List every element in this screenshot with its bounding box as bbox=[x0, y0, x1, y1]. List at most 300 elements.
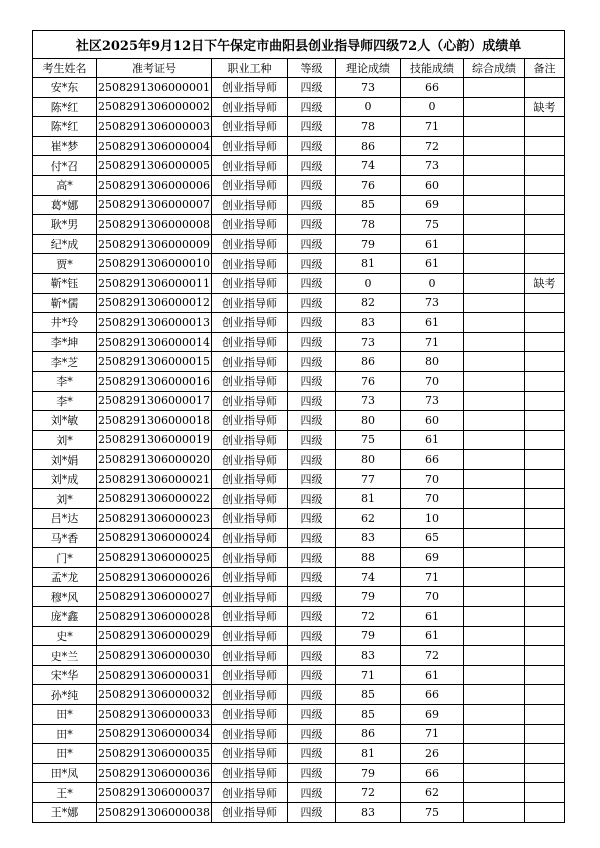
skill-score-cell: 66 bbox=[401, 450, 464, 470]
skill-score-cell: 61 bbox=[401, 430, 464, 450]
total-score-cell bbox=[464, 352, 525, 372]
skill-score-cell: 71 bbox=[401, 332, 464, 352]
job-type-cell: 创业指导师 bbox=[212, 646, 288, 666]
theory-score-cell: 80 bbox=[336, 450, 401, 470]
total-score-cell bbox=[464, 685, 525, 705]
job-type-cell: 创业指导师 bbox=[212, 156, 288, 176]
table-row bbox=[33, 234, 565, 254]
job-type-cell: 创业指导师 bbox=[212, 665, 288, 685]
exam-id-cell: 2508291306000005 bbox=[97, 156, 212, 176]
table-row bbox=[33, 607, 565, 627]
note-cell bbox=[525, 195, 565, 215]
exam-id-cell: 2508291306000032 bbox=[97, 685, 212, 705]
level-cell: 四级 bbox=[288, 175, 336, 195]
exam-id-cell: 2508291306000017 bbox=[97, 391, 212, 411]
student-name-cell: 李*芝 bbox=[33, 352, 97, 372]
skill-score-cell: 60 bbox=[401, 175, 464, 195]
skill-score-cell: 61 bbox=[401, 626, 464, 646]
exam-id-cell: 2508291306000001 bbox=[97, 78, 212, 98]
total-score-cell bbox=[464, 430, 525, 450]
note-cell bbox=[525, 685, 565, 705]
theory-score-cell: 78 bbox=[336, 117, 401, 137]
theory-score-cell: 77 bbox=[336, 469, 401, 489]
note-cell bbox=[525, 411, 565, 431]
note-cell bbox=[525, 509, 565, 529]
table-row bbox=[33, 724, 565, 744]
exam-id-cell: 2508291306000023 bbox=[97, 509, 212, 529]
job-type-cell: 创业指导师 bbox=[212, 136, 288, 156]
job-type-cell: 创业指导师 bbox=[212, 607, 288, 627]
note-cell bbox=[525, 607, 565, 627]
table-row bbox=[33, 626, 565, 646]
skill-score-cell: 26 bbox=[401, 744, 464, 764]
note-cell bbox=[525, 802, 565, 822]
table-row bbox=[33, 489, 565, 509]
level-cell: 四级 bbox=[288, 332, 336, 352]
job-type-cell: 创业指导师 bbox=[212, 802, 288, 822]
column-header-name: 考生姓名 bbox=[33, 59, 97, 78]
table-row bbox=[33, 685, 565, 705]
skill-score-cell: 75 bbox=[401, 215, 464, 235]
student-name-cell: 高* bbox=[33, 175, 97, 195]
level-cell: 四级 bbox=[288, 293, 336, 313]
total-score-cell bbox=[464, 744, 525, 764]
theory-score-cell: 83 bbox=[336, 528, 401, 548]
total-score-cell bbox=[464, 273, 525, 293]
theory-score-cell: 88 bbox=[336, 548, 401, 568]
skill-score-cell: 10 bbox=[401, 509, 464, 529]
skill-score-cell: 73 bbox=[401, 293, 464, 313]
skill-score-cell: 61 bbox=[401, 313, 464, 333]
column-header-id: 准考证号 bbox=[97, 59, 212, 78]
skill-score-cell: 66 bbox=[401, 685, 464, 705]
job-type-cell: 创业指导师 bbox=[212, 489, 288, 509]
level-cell: 四级 bbox=[288, 489, 336, 509]
skill-score-cell: 71 bbox=[401, 117, 464, 137]
skill-score-cell: 72 bbox=[401, 646, 464, 666]
table-row bbox=[33, 430, 565, 450]
exam-id-cell: 2508291306000028 bbox=[97, 607, 212, 627]
theory-score-cell: 79 bbox=[336, 763, 401, 783]
total-score-cell bbox=[464, 215, 525, 235]
theory-score-cell: 73 bbox=[336, 78, 401, 98]
total-score-cell bbox=[464, 705, 525, 725]
job-type-cell: 创业指导师 bbox=[212, 744, 288, 764]
exam-id-cell: 2508291306000009 bbox=[97, 234, 212, 254]
level-cell: 四级 bbox=[288, 254, 336, 274]
total-score-cell bbox=[464, 117, 525, 137]
job-type-cell: 创业指导师 bbox=[212, 724, 288, 744]
total-score-cell bbox=[464, 528, 525, 548]
column-header-level: 等级 bbox=[288, 59, 336, 78]
table-row bbox=[33, 509, 565, 529]
job-type-cell: 创业指导师 bbox=[212, 626, 288, 646]
exam-id-cell: 2508291306000012 bbox=[97, 293, 212, 313]
student-name-cell: 靳*钰 bbox=[33, 273, 97, 293]
level-cell: 四级 bbox=[288, 352, 336, 372]
skill-score-cell: 0 bbox=[401, 273, 464, 293]
note-cell bbox=[525, 705, 565, 725]
theory-score-cell: 81 bbox=[336, 489, 401, 509]
student-name-cell: 吕*达 bbox=[33, 509, 97, 529]
student-name-cell: 孙*纯 bbox=[33, 685, 97, 705]
theory-score-cell: 76 bbox=[336, 175, 401, 195]
note-cell bbox=[525, 430, 565, 450]
exam-id-cell: 2508291306000035 bbox=[97, 744, 212, 764]
theory-score-cell: 73 bbox=[336, 332, 401, 352]
theory-score-cell: 72 bbox=[336, 783, 401, 803]
job-type-cell: 创业指导师 bbox=[212, 391, 288, 411]
level-cell: 四级 bbox=[288, 724, 336, 744]
job-type-cell: 创业指导师 bbox=[212, 332, 288, 352]
student-name-cell: 靳*儒 bbox=[33, 293, 97, 313]
job-type-cell: 创业指导师 bbox=[212, 450, 288, 470]
student-name-cell: 刘*敏 bbox=[33, 411, 97, 431]
exam-id-cell: 2508291306000002 bbox=[97, 97, 212, 117]
student-name-cell: 孟*龙 bbox=[33, 567, 97, 587]
column-header-note: 备注 bbox=[525, 59, 565, 78]
student-name-cell: 庞*鑫 bbox=[33, 607, 97, 627]
student-name-cell: 刘* bbox=[33, 489, 97, 509]
level-cell: 四级 bbox=[288, 607, 336, 627]
student-name-cell: 李* bbox=[33, 391, 97, 411]
theory-score-cell: 74 bbox=[336, 156, 401, 176]
column-header-total: 综合成绩 bbox=[464, 59, 525, 78]
student-name-cell: 崔*梦 bbox=[33, 136, 97, 156]
level-cell: 四级 bbox=[288, 744, 336, 764]
note-cell: 缺考 bbox=[525, 97, 565, 117]
note-cell bbox=[525, 567, 565, 587]
table-row bbox=[33, 273, 565, 293]
student-name-cell: 刘*成 bbox=[33, 469, 97, 489]
column-header-theory: 理论成绩 bbox=[336, 59, 401, 78]
job-type-cell: 创业指导师 bbox=[212, 528, 288, 548]
total-score-cell bbox=[464, 587, 525, 607]
table-row bbox=[33, 567, 565, 587]
note-cell bbox=[525, 254, 565, 274]
table-row bbox=[33, 156, 565, 176]
student-name-cell: 陈*红 bbox=[33, 117, 97, 137]
student-name-cell: 刘*娟 bbox=[33, 450, 97, 470]
total-score-cell bbox=[464, 783, 525, 803]
exam-id-cell: 2508291306000003 bbox=[97, 117, 212, 137]
total-score-cell bbox=[464, 509, 525, 529]
job-type-cell: 创业指导师 bbox=[212, 371, 288, 391]
job-type-cell: 创业指导师 bbox=[212, 117, 288, 137]
job-type-cell: 创业指导师 bbox=[212, 469, 288, 489]
student-name-cell: 王*娜 bbox=[33, 802, 97, 822]
note-cell bbox=[525, 136, 565, 156]
skill-score-cell: 61 bbox=[401, 254, 464, 274]
skill-score-cell: 80 bbox=[401, 352, 464, 372]
exam-id-cell: 2508291306000011 bbox=[97, 273, 212, 293]
table-row bbox=[33, 313, 565, 333]
theory-score-cell: 71 bbox=[336, 665, 401, 685]
table-row bbox=[33, 117, 565, 137]
theory-score-cell: 78 bbox=[336, 215, 401, 235]
exam-id-cell: 2508291306000031 bbox=[97, 665, 212, 685]
student-name-cell: 穆*风 bbox=[33, 587, 97, 607]
table-row bbox=[33, 254, 565, 274]
table-row bbox=[33, 548, 565, 568]
total-score-cell bbox=[464, 763, 525, 783]
theory-score-cell: 83 bbox=[336, 802, 401, 822]
total-score-cell bbox=[464, 724, 525, 744]
note-cell bbox=[525, 352, 565, 372]
student-name-cell: 井*玲 bbox=[33, 313, 97, 333]
table-row bbox=[33, 744, 565, 764]
job-type-cell: 创业指导师 bbox=[212, 254, 288, 274]
total-score-cell bbox=[464, 607, 525, 627]
note-cell bbox=[525, 332, 565, 352]
table-row bbox=[33, 587, 565, 607]
student-name-cell: 贾* bbox=[33, 254, 97, 274]
table-row bbox=[33, 97, 565, 117]
job-type-cell: 创业指导师 bbox=[212, 215, 288, 235]
student-name-cell: 陈*红 bbox=[33, 97, 97, 117]
level-cell: 四级 bbox=[288, 97, 336, 117]
exam-id-cell: 2508291306000026 bbox=[97, 567, 212, 587]
skill-score-cell: 73 bbox=[401, 156, 464, 176]
skill-score-cell: 60 bbox=[401, 411, 464, 431]
note-cell bbox=[525, 313, 565, 333]
table-row bbox=[33, 411, 565, 431]
exam-id-cell: 2508291306000015 bbox=[97, 352, 212, 372]
skill-score-cell: 71 bbox=[401, 567, 464, 587]
note-cell bbox=[525, 391, 565, 411]
total-score-cell bbox=[464, 665, 525, 685]
theory-score-cell: 83 bbox=[336, 313, 401, 333]
total-score-cell bbox=[464, 626, 525, 646]
skill-score-cell: 66 bbox=[401, 78, 464, 98]
note-cell bbox=[525, 215, 565, 235]
note-cell bbox=[525, 665, 565, 685]
total-score-cell bbox=[464, 234, 525, 254]
student-name-cell: 田*凤 bbox=[33, 763, 97, 783]
exam-id-cell: 2508291306000014 bbox=[97, 332, 212, 352]
student-name-cell: 葛*娜 bbox=[33, 195, 97, 215]
theory-score-cell: 85 bbox=[336, 705, 401, 725]
level-cell: 四级 bbox=[288, 802, 336, 822]
note-cell bbox=[525, 156, 565, 176]
table-row bbox=[33, 78, 565, 98]
exam-id-cell: 2508291306000024 bbox=[97, 528, 212, 548]
level-cell: 四级 bbox=[288, 685, 336, 705]
job-type-cell: 创业指导师 bbox=[212, 234, 288, 254]
level-cell: 四级 bbox=[288, 548, 336, 568]
level-cell: 四级 bbox=[288, 626, 336, 646]
exam-id-cell: 2508291306000038 bbox=[97, 802, 212, 822]
level-cell: 四级 bbox=[288, 273, 336, 293]
level-cell: 四级 bbox=[288, 117, 336, 137]
level-cell: 四级 bbox=[288, 528, 336, 548]
theory-score-cell: 72 bbox=[336, 607, 401, 627]
theory-score-cell: 86 bbox=[336, 352, 401, 372]
note-cell bbox=[525, 626, 565, 646]
table-row bbox=[33, 528, 565, 548]
job-type-cell: 创业指导师 bbox=[212, 313, 288, 333]
theory-score-cell: 85 bbox=[336, 685, 401, 705]
note-cell bbox=[525, 469, 565, 489]
skill-score-cell: 69 bbox=[401, 195, 464, 215]
total-score-cell bbox=[464, 548, 525, 568]
exam-id-cell: 2508291306000016 bbox=[97, 371, 212, 391]
exam-id-cell: 2508291306000021 bbox=[97, 469, 212, 489]
job-type-cell: 创业指导师 bbox=[212, 509, 288, 529]
level-cell: 四级 bbox=[288, 391, 336, 411]
column-header-job: 职业工种 bbox=[212, 59, 288, 78]
theory-score-cell: 86 bbox=[336, 136, 401, 156]
exam-id-cell: 2508291306000027 bbox=[97, 587, 212, 607]
level-cell: 四级 bbox=[288, 430, 336, 450]
table-row bbox=[33, 646, 565, 666]
level-cell: 四级 bbox=[288, 450, 336, 470]
skill-score-cell: 61 bbox=[401, 665, 464, 685]
note-cell bbox=[525, 646, 565, 666]
exam-id-cell: 2508291306000018 bbox=[97, 411, 212, 431]
note-cell bbox=[525, 117, 565, 137]
level-cell: 四级 bbox=[288, 78, 336, 98]
theory-score-cell: 80 bbox=[336, 411, 401, 431]
total-score-cell bbox=[464, 195, 525, 215]
note-cell bbox=[525, 528, 565, 548]
total-score-cell bbox=[464, 802, 525, 822]
table-row bbox=[33, 371, 565, 391]
exam-id-cell: 2508291306000006 bbox=[97, 175, 212, 195]
table-row bbox=[33, 136, 565, 156]
total-score-cell bbox=[464, 156, 525, 176]
job-type-cell: 创业指导师 bbox=[212, 293, 288, 313]
skill-score-cell: 73 bbox=[401, 391, 464, 411]
student-name-cell: 付*召 bbox=[33, 156, 97, 176]
theory-score-cell: 79 bbox=[336, 234, 401, 254]
table-row bbox=[33, 783, 565, 803]
table-row bbox=[33, 195, 565, 215]
skill-score-cell: 72 bbox=[401, 136, 464, 156]
job-type-cell: 创业指导师 bbox=[212, 175, 288, 195]
exam-id-cell: 2508291306000033 bbox=[97, 705, 212, 725]
level-cell: 四级 bbox=[288, 411, 336, 431]
skill-score-cell: 62 bbox=[401, 783, 464, 803]
total-score-cell bbox=[464, 97, 525, 117]
level-cell: 四级 bbox=[288, 371, 336, 391]
level-cell: 四级 bbox=[288, 567, 336, 587]
note-cell bbox=[525, 587, 565, 607]
theory-score-cell: 73 bbox=[336, 391, 401, 411]
job-type-cell: 创业指导师 bbox=[212, 587, 288, 607]
total-score-cell bbox=[464, 136, 525, 156]
level-cell: 四级 bbox=[288, 136, 336, 156]
level-cell: 四级 bbox=[288, 469, 336, 489]
job-type-cell: 创业指导师 bbox=[212, 763, 288, 783]
student-name-cell: 耿*男 bbox=[33, 215, 97, 235]
student-name-cell: 史* bbox=[33, 626, 97, 646]
student-name-cell: 李* bbox=[33, 371, 97, 391]
job-type-cell: 创业指导师 bbox=[212, 78, 288, 98]
exam-id-cell: 2508291306000030 bbox=[97, 646, 212, 666]
student-name-cell: 史*兰 bbox=[33, 646, 97, 666]
skill-score-cell: 69 bbox=[401, 705, 464, 725]
student-name-cell: 刘* bbox=[33, 430, 97, 450]
skill-score-cell: 70 bbox=[401, 469, 464, 489]
skill-score-cell: 61 bbox=[401, 234, 464, 254]
table-row bbox=[33, 332, 565, 352]
exam-id-cell: 2508291306000010 bbox=[97, 254, 212, 274]
student-name-cell: 李*坤 bbox=[33, 332, 97, 352]
student-name-cell: 田* bbox=[33, 744, 97, 764]
skill-score-cell: 70 bbox=[401, 587, 464, 607]
skill-score-cell: 75 bbox=[401, 802, 464, 822]
table-row bbox=[33, 175, 565, 195]
skill-score-cell: 65 bbox=[401, 528, 464, 548]
skill-score-cell: 69 bbox=[401, 548, 464, 568]
theory-score-cell: 74 bbox=[336, 567, 401, 587]
skill-score-cell: 0 bbox=[401, 97, 464, 117]
level-cell: 四级 bbox=[288, 313, 336, 333]
table-row bbox=[33, 705, 565, 725]
job-type-cell: 创业指导师 bbox=[212, 783, 288, 803]
job-type-cell: 创业指导师 bbox=[212, 97, 288, 117]
job-type-cell: 创业指导师 bbox=[212, 548, 288, 568]
exam-id-cell: 2508291306000025 bbox=[97, 548, 212, 568]
theory-score-cell: 62 bbox=[336, 509, 401, 529]
exam-id-cell: 2508291306000008 bbox=[97, 215, 212, 235]
exam-id-cell: 2508291306000036 bbox=[97, 763, 212, 783]
note-cell: 缺考 bbox=[525, 273, 565, 293]
level-cell: 四级 bbox=[288, 215, 336, 235]
table-row bbox=[33, 352, 565, 372]
student-name-cell: 王* bbox=[33, 783, 97, 803]
score-table-body bbox=[33, 78, 565, 823]
theory-score-cell: 81 bbox=[336, 254, 401, 274]
total-score-cell bbox=[464, 254, 525, 274]
student-name-cell: 安*东 bbox=[33, 78, 97, 98]
exam-id-cell: 2508291306000004 bbox=[97, 136, 212, 156]
total-score-cell bbox=[464, 450, 525, 470]
level-cell: 四级 bbox=[288, 234, 336, 254]
theory-score-cell: 76 bbox=[336, 371, 401, 391]
total-score-cell bbox=[464, 567, 525, 587]
level-cell: 四级 bbox=[288, 195, 336, 215]
theory-score-cell: 79 bbox=[336, 587, 401, 607]
theory-score-cell: 0 bbox=[336, 97, 401, 117]
job-type-cell: 创业指导师 bbox=[212, 195, 288, 215]
table-row bbox=[33, 293, 565, 313]
score-sheet bbox=[32, 30, 564, 823]
theory-score-cell: 81 bbox=[336, 744, 401, 764]
level-cell: 四级 bbox=[288, 783, 336, 803]
note-cell bbox=[525, 489, 565, 509]
score-table bbox=[32, 30, 565, 823]
student-name-cell: 田* bbox=[33, 705, 97, 725]
note-cell bbox=[525, 763, 565, 783]
note-cell bbox=[525, 293, 565, 313]
skill-score-cell: 70 bbox=[401, 489, 464, 509]
level-cell: 四级 bbox=[288, 587, 336, 607]
skill-score-cell: 71 bbox=[401, 724, 464, 744]
level-cell: 四级 bbox=[288, 665, 336, 685]
theory-score-cell: 79 bbox=[336, 626, 401, 646]
total-score-cell bbox=[464, 411, 525, 431]
job-type-cell: 创业指导师 bbox=[212, 567, 288, 587]
job-type-cell: 创业指导师 bbox=[212, 352, 288, 372]
level-cell: 四级 bbox=[288, 705, 336, 725]
job-type-cell: 创业指导师 bbox=[212, 411, 288, 431]
student-name-cell: 宋*华 bbox=[33, 665, 97, 685]
student-name-cell: 纪*成 bbox=[33, 234, 97, 254]
theory-score-cell: 85 bbox=[336, 195, 401, 215]
note-cell bbox=[525, 724, 565, 744]
